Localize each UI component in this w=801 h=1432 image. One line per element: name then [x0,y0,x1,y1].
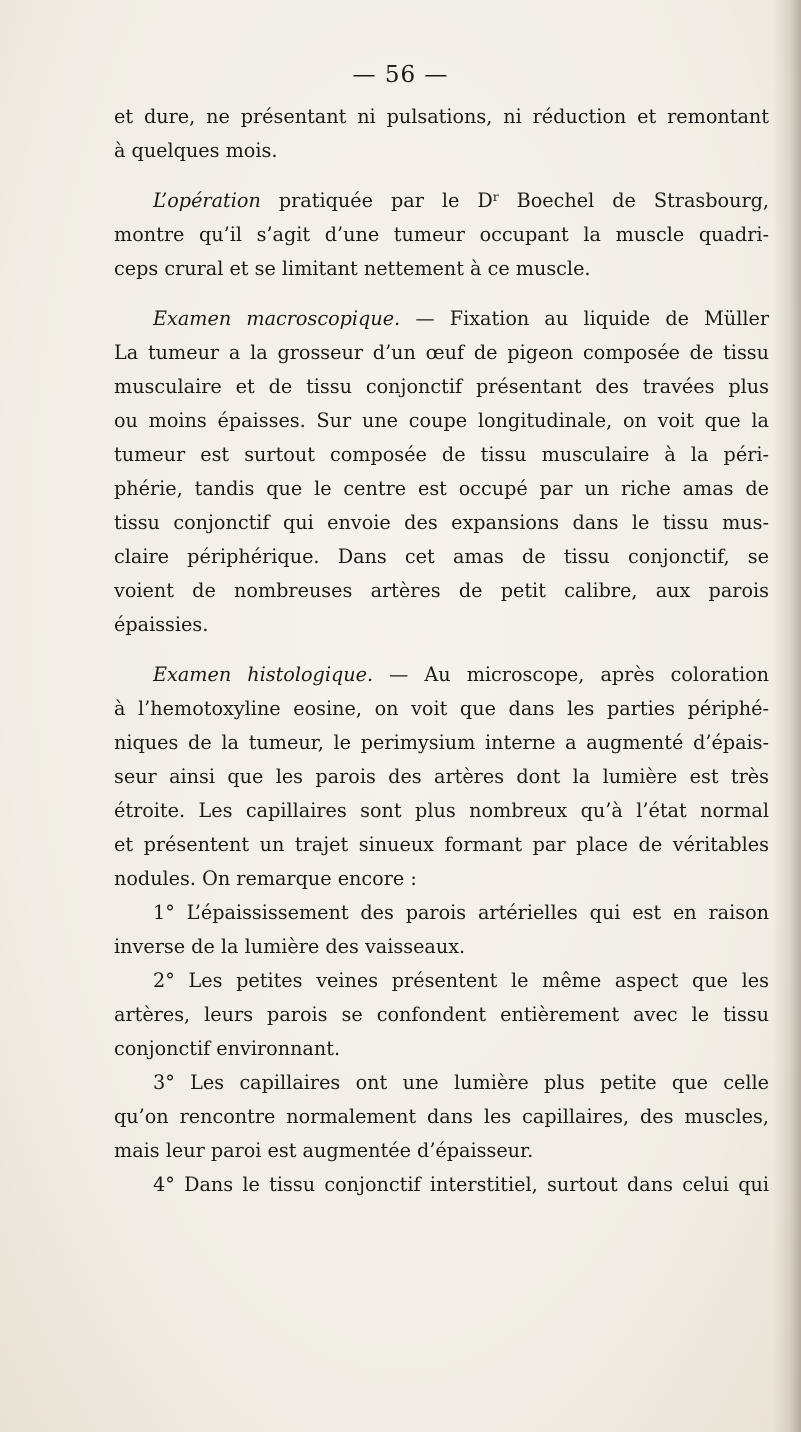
text-line: 4° Dans le tissu conjonctif interstitiel, surtout dans celui qui [153,1173,769,1196]
text-line: L’opération pratiquée par le $D^r$ Boechel de Strasbourg, [153,189,769,212]
text-line: conjonctif environnant. [114,1037,341,1060]
section-heading: L’opération [153,189,261,212]
text-line: nodules. On remarque encore : [114,867,417,890]
text-line: 1° L’épaississement des parois artérielles qui est en raison [153,901,769,924]
text-line: inverse de la lumière des vaisseaux. [114,935,466,958]
text-line: ceps crural et se limitant nettement à ce muscle. [114,257,591,280]
section-heading: Examen histologique. [153,663,374,686]
text-line: épaissies. [114,613,209,636]
text-line: étroite. Les capillaires sont plus nombreux qu’à l’état normal [114,799,769,822]
text-line: niques de la tumeur, le perimysium interne a augmenté d’épais- [114,731,769,754]
text-line: montre qu’il s’agit d’une tumeur occupant la muscle quadri- [114,223,769,246]
text-line: La tumeur a la grosseur d’un œuf de pigeon composée de tissu [114,341,769,364]
text-line: mais leur paroi est augmentée d’épaisseur. [114,1139,534,1162]
body-text [114,100,769,1202]
text-line: et présentent un trajet sinueux formant par place de véritables [114,833,769,856]
text-line: tissu conjonctif qui envoie des expansions dans le tissu mus- [114,511,769,534]
page-number: — 56 — [352,62,449,88]
text-line: 3° Les capillaires ont une lumière plus petite que celle [153,1071,769,1094]
text-line: à l’hemotoxyline eosine, on voit que dans les parties périphé- [114,697,769,720]
text-line: artères, leurs parois se confondent entièrement avec le tissu [114,1003,769,1026]
text-line: tumeur est surtout composée de tissu musculaire à la péri- [114,443,769,466]
text-line: voient de nombreuses artères de petit calibre, aux parois [114,579,769,602]
text-line: à quelques mois. [114,139,278,162]
text-line: ou moins épaisses. Sur une coupe longitudinale, on voit que la [114,409,769,432]
text-line: Examen macroscopique. — Fixation au liquide de Müller [153,307,769,330]
text-line: phérie, tandis que le centre est occupé par un riche amas de [114,477,769,500]
section-heading: Examen macroscopique. [153,307,401,330]
text-line: Examen histologique. — Au microscope, après coloration [153,663,769,686]
text-line: et dure, ne présentant ni pulsations, ni réduction et remontant [114,105,769,128]
page-edge-shadow [773,0,801,1432]
text-line: musculaire et de tissu conjonctif présentant des travées plus [114,375,769,398]
text-line: seur ainsi que les parois des artères dont la lumière est très [114,765,769,788]
text-line: qu’on rencontre normalement dans les capillaires, des muscles, [114,1105,769,1128]
text-line: 2° Les petites veines présentent le même aspect que les [153,969,769,992]
text-line: claire périphérique. Dans cet amas de tissu conjonctif, se [114,545,769,568]
